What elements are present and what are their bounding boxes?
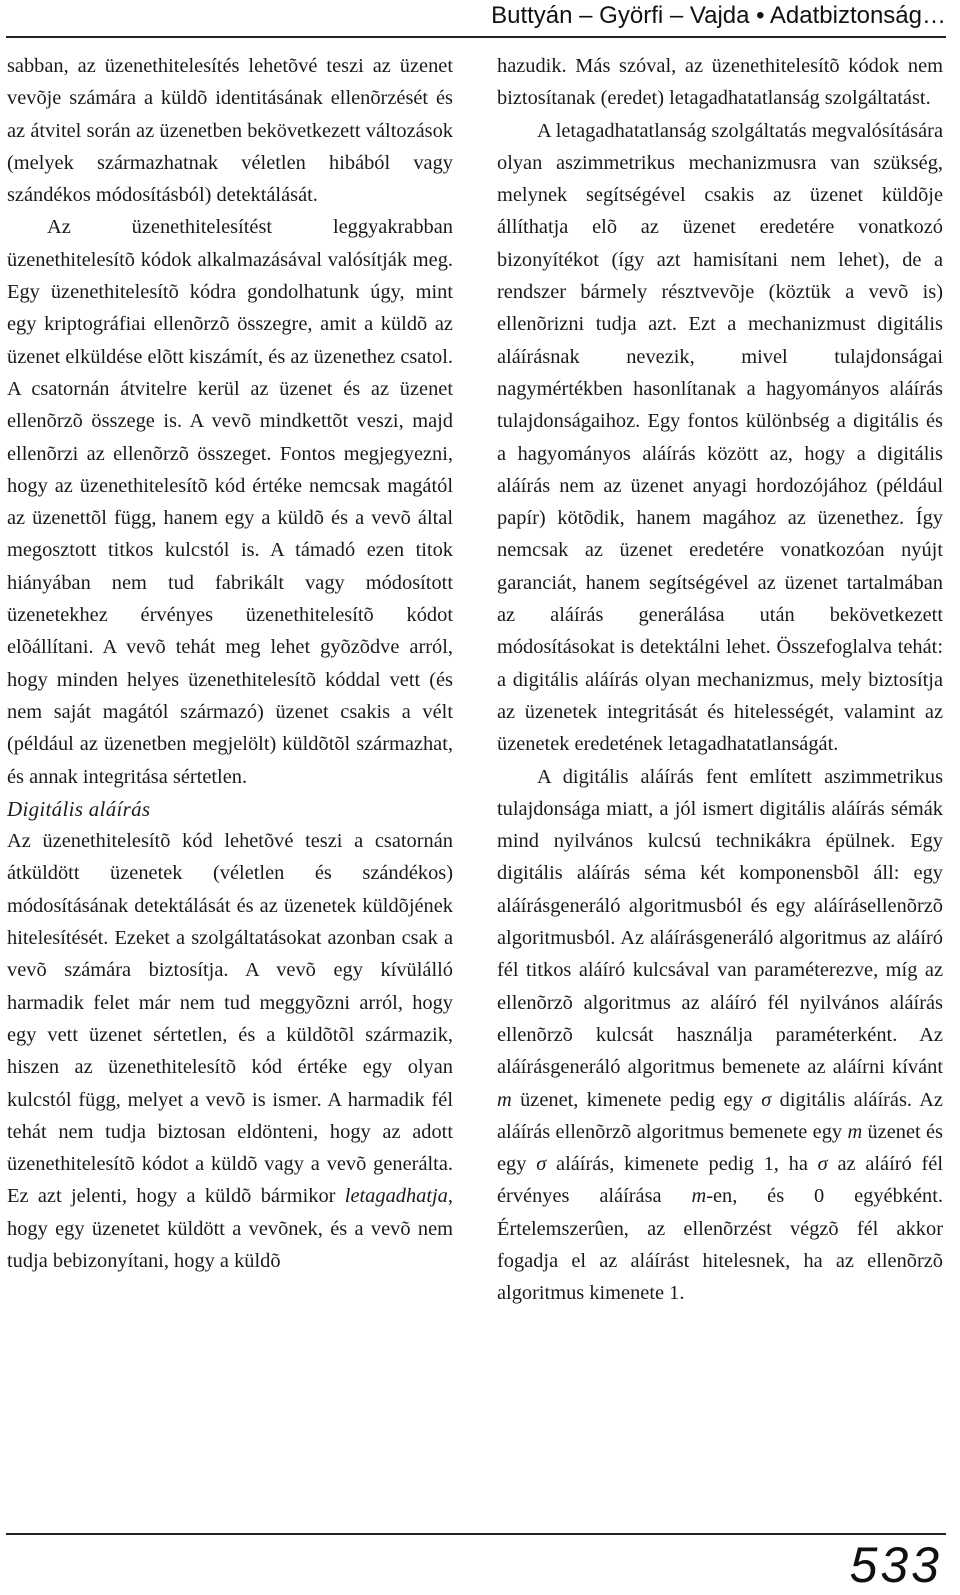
text-run: Az üzenethitelesítõ kód lehetõvé teszi a csatornán átküldött üzenetek (véletlen és szándékos) módosításának detektálását és az üzenetek küldõjének hitelesítését. Ezeket a szolgáltatásokat azonban csak a vevõ számára biztosítja. A vevõ egy kívülálló harmadik felet már nem tud meggyõzni arról, hogy egy vett üzenet sértetlen, és a küldõtõl származik, hiszen az üzenethitelesítõ kód értéke egy olyan kulcstól függ, melyet a vevõ is ismer. A harmadik fél tehát nem tudja biztosan eldönteni, hogy az adott üzenethitelesítõ kódot a küldõ vagy a vevõ generálta. Ez azt jelenti, hogy a küldõ bármikor [7, 830, 453, 1208]
text-run: , hogy egy üzenetet küldött a vevõnek, és a vevõ nem tudja bebizonyítani, hogy a küldõ [7, 1185, 453, 1272]
text-run: aláírás, kimenete pedig 1, ha [546, 1153, 818, 1176]
emphasized-term: letagadhatja [344, 1185, 448, 1208]
section-heading-digital-signature: Digitális aláírás [7, 796, 151, 821]
text-run: -en, és 0 egyébként. Értelemszerûen, az ellenõrzést végzõ fél akkor fogadja el az aláírást hitelesnek, ha az ellenõrzõ algoritmus kimenete 1. [497, 1185, 943, 1305]
text-run: üzenet és egy [497, 1120, 943, 1176]
footer-rule [6, 1533, 946, 1535]
right-paragraph-signature-scheme [497, 761, 943, 1310]
right-text-column [497, 50, 943, 1310]
header-rule [6, 36, 946, 38]
math-symbol-sigma: σ [817, 1153, 828, 1176]
running-header-title: Buttyán – Györfi – Vajda • Adatbiztonság… [491, 2, 946, 29]
text-run: digitális aláírás. Az aláírás ellenõrzõ algoritmus bemenete egy [497, 1088, 943, 1143]
math-symbol-sigma: σ [761, 1088, 772, 1111]
math-symbol-m: m [847, 1120, 863, 1143]
math-symbol-m: m [497, 1088, 512, 1111]
text-run: az aláíró fél érvényes aláírása [497, 1153, 943, 1208]
left-paragraph-continued: sabban, az üzenethitelesítés lehetõvé teszi az üzenet vevõje számára a küldõ identitásának ellenõrzését és az átvitel során az üzenetben bekövetkezett változások (melyek származhatnak véletlen hibából vagy szándékos módosításból) detektálását. [7, 55, 453, 207]
text-run: üzenet, kimenete pedig egy [511, 1088, 762, 1111]
right-paragraph-non-repudiation: A letagadhatatlanság szolgáltatás megvalósítására olyan aszimmetrikus mechanizmusra van szükség, melynek segítségével csakis az üzenet küldõje állíthatja elõ az üzenet eredetére vonatkozó bizonyítékot (így azt hamisítani nem lehet), de a rendszer bármely résztvevõje (köztük a vevõ is) ellenõrizni tudja azt. Ezt a mechanizmust digitális aláírásnak nevezik, mivel tulajdonságai nagymértékben hasonlítanak a hagyományos aláírás tulajdonságaihoz. Egy fontos különbség a digitális és a hagyományos aláírás között az, hogy a digitális aláírás nem az üzenet anyagi hordozójához (például papír) kötõdik, hanem magához az üzenethez. Így nemcsak az üzenet eredetére vonatkozóan nyújt garanciát, hanem segítségével az üzenet tartalmában az aláírás generálása után bekövetkezett módosításokat is detektálni lehet. Összefoglalva tehát: a digitális aláírás olyan mechanizmus, mely biztosítja az üzenetek integritását és hitelességét, valamint az üzenetek eredetének letagadhatatlanságát. [497, 119, 943, 756]
math-symbol-m: m [691, 1185, 707, 1208]
right-paragraph-continued: hazudik. Más szóval, az üzenethitelesítõ kódok nem biztosítanak (eredet) letagadhatatlanság szolgáltatást. [497, 55, 943, 110]
math-symbol-sigma: σ [536, 1153, 547, 1176]
left-paragraph-digital-signature-intro [7, 825, 453, 1277]
page-number: 533 [849, 1537, 942, 1593]
text-run: A digitális aláírás fent említett aszimmetrikus tulajdonsága miatt, a jól ismert digitális aláírás sémák mind nyilvános kulcsú technikákra épülnek. Egy digitális aláírás séma két komponensbõl áll: egy aláírásgeneráló algoritmusból és egy aláírásellenõrzõ algoritmusból. Az aláírásgeneráló algoritmus az aláíró fél titkos aláíró kulcsával van paraméterezve, míg az ellenõrzõ algoritmus az aláíró fél nyilvános aláírás ellenõrzõ kulcsát használja paraméterként. Az aláírásgeneráló algoritmus bemenete az aláírni kívánt [497, 765, 943, 1079]
left-text-column [7, 50, 453, 1277]
left-paragraph-message-authentication: Az üzenethitelesítést leggyakrabban üzenethitelesítõ kódok alkalmazásával valósítják meg. Egy üzenethitelesítõ kódra gondolhatunk úgy, mint egy kriptográfiai ellenõrzõ összegre, amit a küldõ az üzenet elküldése elõtt kiszámít, és az üzenethez csatol. A csatornán átvitelre kerül az üzenet és az üzenet ellenõrzõ összege is. A vevõ mindkettõt veszi, majd ellenõrzi az ellenõrzõ összeget. Fontos megjegyezni, hogy az üzenethitelesítõ kód értéke nemcsak magától az üzenettõl függ, hanem egy a küldõ és a vevõ által megosztott titkos kulcstól is. A támadó ezen titok hiányában nem tud fabrikált vagy módosított üzenetekhez érvényes üzenethitelesítõ kódot elõállítani. A vevõ tehát meg lehet gyõzõdve arról, hogy minden helyes üzenethitelesítõ kóddal vett (és nem saját magától származó) üzenet csakis a vélt (például az üzenetben megjelölt) küldõtõl származhat, és annak integritása sértetlen. [7, 216, 453, 788]
